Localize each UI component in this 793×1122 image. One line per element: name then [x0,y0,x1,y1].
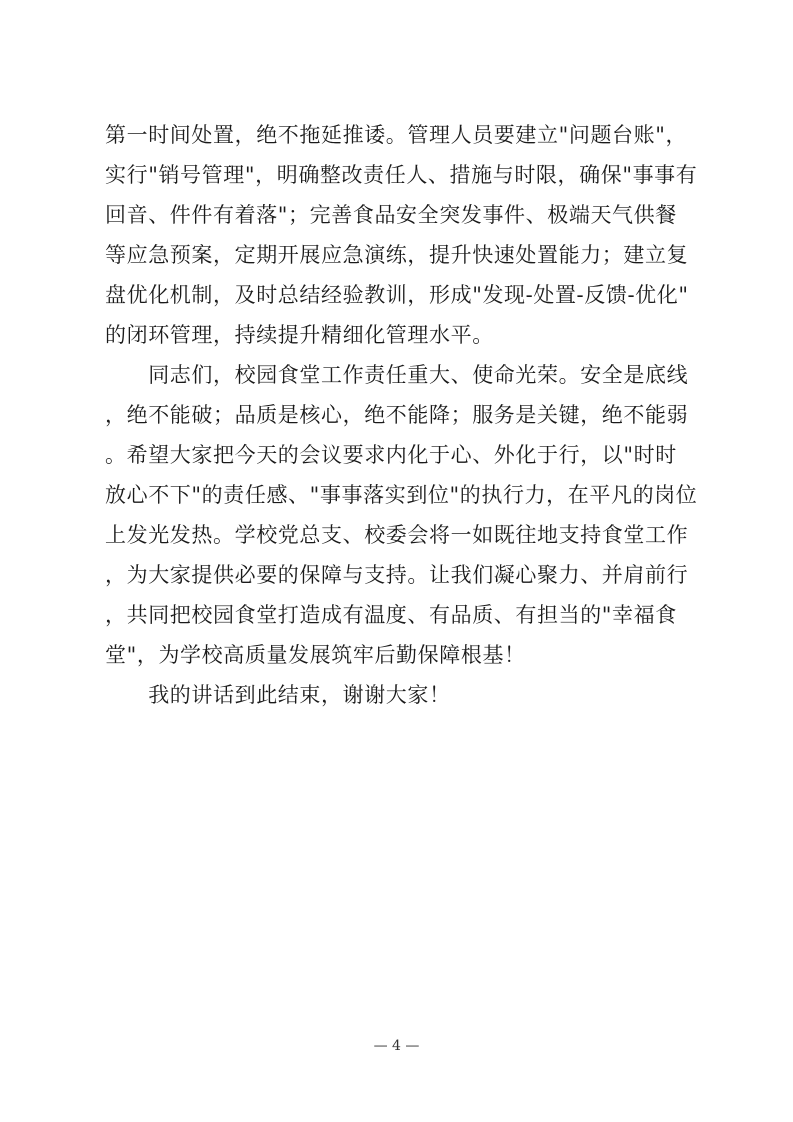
page-number: — 4 — [373,1038,420,1054]
text-line: 盘优化机制，及时总结经验教训，形成"发现-处置-反馈-优化" [105,283,689,307]
text-line: 堂"，为学校高质量发展筑牢后勤保障根基！ [105,643,526,667]
text-line: 第一时间处置，绝不拖延推诿。管理人员要建立"问题台账"， [105,123,688,147]
text-line: 等应急预案，定期开展应急演练，提升快速处置能力；建立复 [105,243,689,267]
text-line: 同志们，校园食堂工作责任重大、使命光荣。安全是底线 [105,363,689,387]
text-line: ，为大家提供必要的保障与支持。让我们凝心聚力、并肩前行 [105,563,689,587]
text-line: 回音、件件有着落"；完善食品安全突发事件、极端天气供餐 [105,203,677,227]
text-line: 。希望大家把今天的会议要求内化于心、外化于行，以"时时 [105,443,677,467]
text-line: 的闭环管理，持续提升精细化管理水平。 [105,323,494,347]
text-line: 实行"销号管理"，明确整改责任人、措施与时限，确保"事事有 [105,163,698,187]
text-line: 我的讲话到此结束，谢谢大家！ [105,683,451,707]
text-line: 放心不下"的责任感、"事事落实到位"的执行力，在平凡的岗位 [105,483,698,507]
text-line: ，绝不能破；品质是核心，绝不能降；服务是关键，绝不能弱 [105,403,689,427]
text-line: ，共同把校园食堂打造成有温度、有品质、有担当的"幸福食 [105,603,677,627]
text-line: 上发光发热。学校党总支、校委会将一如既往地支持食堂工作 [105,523,689,547]
